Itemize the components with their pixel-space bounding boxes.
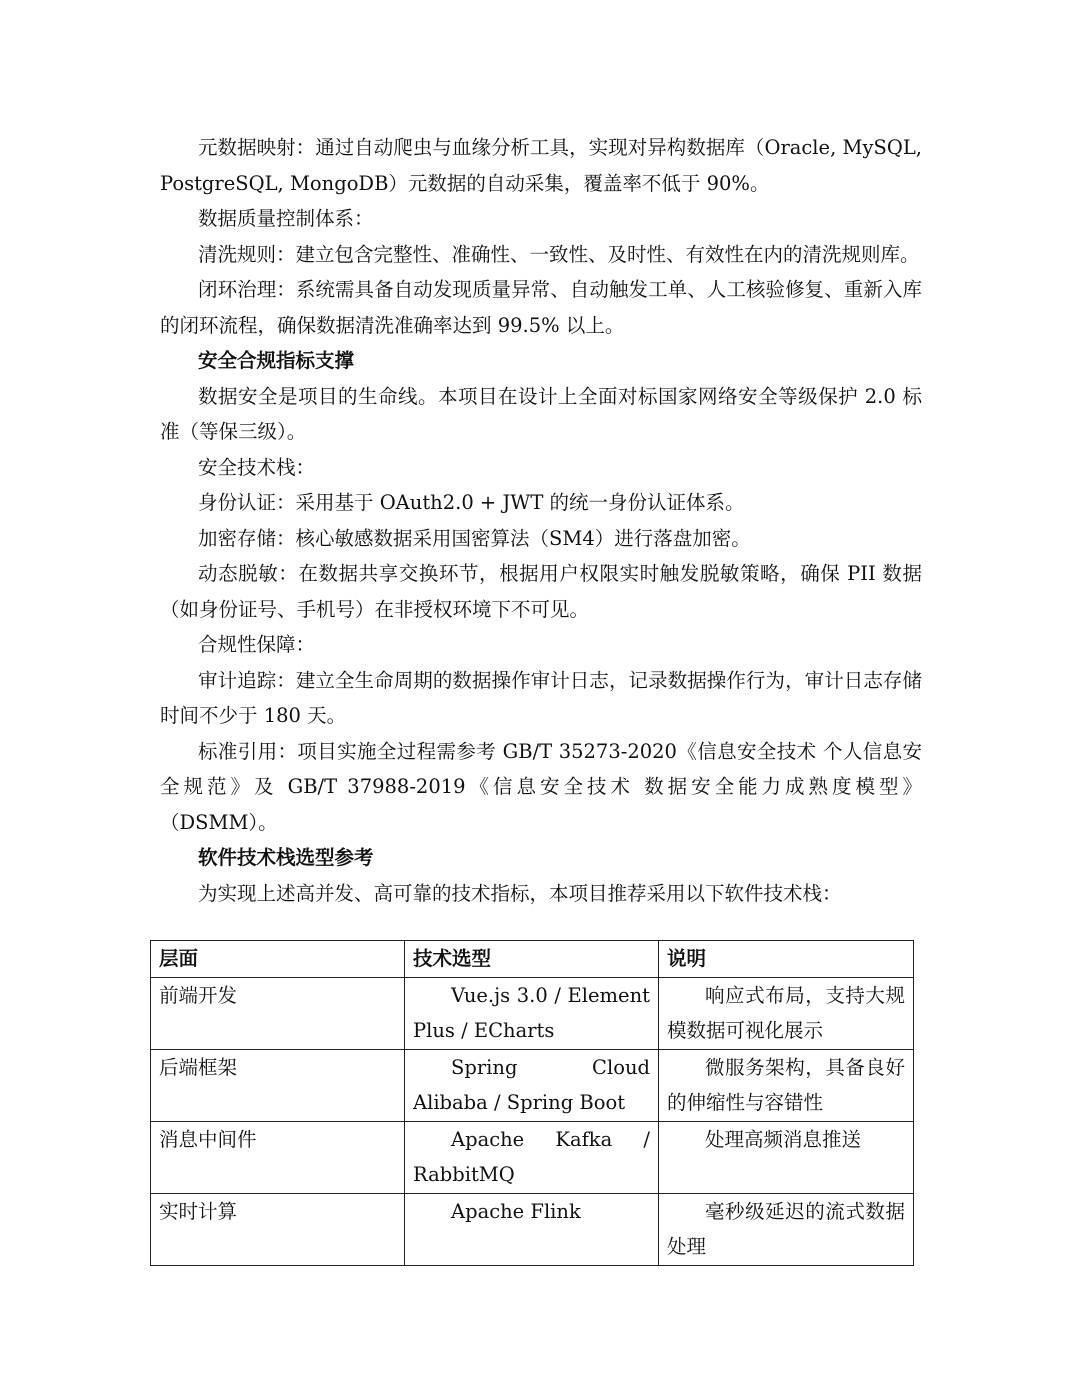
table-row xyxy=(151,1049,914,1121)
paragraph-metadata-mapping: 元数据映射：通过自动爬虫与血缘分析工具，实现对异构数据库（Oracle, MySQL, PostgreSQL, MongoDB）元数据的自动采集，覆盖率不低于 90%。 xyxy=(160,136,922,195)
paragraph-auth: 身份认证：采用基于 OAuth2.0 + JWT 的统一身份认证体系。 xyxy=(198,491,745,514)
cell-desc: 处理高频消息推送 xyxy=(659,1121,914,1193)
tech-stack-table xyxy=(150,940,914,1266)
table-header-row xyxy=(151,941,914,978)
cell-desc: 微服务架构，具备良好的伸缩性与容错性 xyxy=(659,1049,914,1121)
cell-tech: Apache Flink xyxy=(405,1193,659,1265)
table-row xyxy=(151,1121,914,1193)
paragraph-security-stack: 安全技术栈： xyxy=(198,455,316,479)
table-row xyxy=(151,1193,914,1265)
paragraph-security-intro: 数据安全是项目的生命线。本项目在设计上全面对标国家网络安全等级保护 2.0 标准（等保三级）。 xyxy=(160,384,922,443)
cell-layer: 消息中间件 xyxy=(151,1121,405,1193)
section-heading-software: 软件技术栈选型参考 xyxy=(198,846,374,869)
paragraph-standards: 标准引用：项目实施全过程需参考 GB/T 35273-2020《信息安全技术 个人信息安全规范》及 GB/T 37988-2019《信息安全技术 数据安全能力成熟度模型》（DSMM）。 xyxy=(160,739,922,834)
cell-tech: Spring Cloud Alibaba / Spring Boot xyxy=(405,1049,659,1121)
paragraph-software-intro: 为实现上述高并发、高可靠的技术指标，本项目推荐采用以下软件技术栈： xyxy=(198,881,842,905)
cell-layer: 后端框架 xyxy=(151,1049,405,1121)
paragraph-cleaning-rules: 清洗规则：建立包含完整性、准确性、一致性、及时性、有效性在内的清洗规则库。 xyxy=(198,242,920,266)
cell-desc: 毫秒级延迟的流式数据处理 xyxy=(659,1193,914,1265)
cell-desc: 响应式布局，支持大规模数据可视化展示 xyxy=(659,977,914,1049)
document-body xyxy=(160,130,922,911)
section-heading-security: 安全合规指标支撑 xyxy=(198,349,355,372)
header-layer: 层面 xyxy=(151,941,405,978)
paragraph-quality-system: 数据质量控制体系： xyxy=(198,207,374,230)
paragraph-masking: 动态脱敏：在数据共享交换环节，根据用户权限实时触发脱敏策略，确保 PII 数据（如身份证号、手机号）在非授权环境下不可见。 xyxy=(160,562,922,621)
cell-layer: 前端开发 xyxy=(151,977,405,1049)
cell-tech: Vue.js 3.0 / Element Plus / ECharts xyxy=(405,977,659,1049)
cell-layer: 实时计算 xyxy=(151,1193,405,1265)
header-desc: 说明 xyxy=(659,941,914,978)
paragraph-audit: 审计追踪：建立全生命周期的数据操作审计日志，记录数据操作行为，审计日志存储时间不少于 180 天。 xyxy=(160,668,922,727)
table-row xyxy=(151,977,914,1049)
paragraph-encryption: 加密存储：核心敏感数据采用国密算法（SM4）进行落盘加密。 xyxy=(198,526,751,550)
paragraph-compliance: 合规性保障： xyxy=(198,633,316,656)
header-tech: 技术选型 xyxy=(405,941,659,978)
cell-tech: Apache Kafka / RabbitMQ xyxy=(405,1121,659,1193)
paragraph-closed-loop: 闭环治理：系统需具备自动发现质量异常、自动触发工单、人工核验修复、重新入库的闭环流程，确保数据清洗准确率达到 99.5% 以上。 xyxy=(160,278,922,337)
